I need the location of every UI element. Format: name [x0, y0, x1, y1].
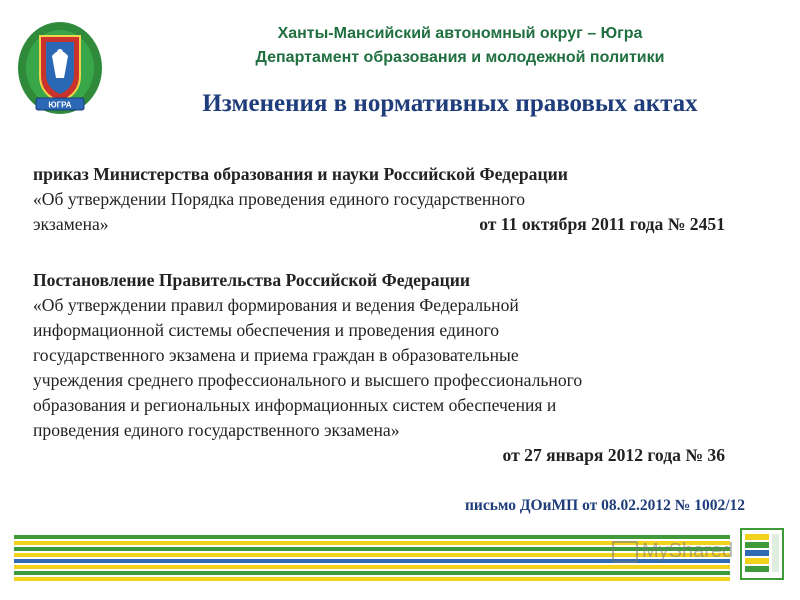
watermark: [612, 540, 733, 563]
crest-ribbon-text: ЮГРА: [48, 100, 72, 110]
document-order: [33, 162, 733, 237]
document-text-line: «Об утверждении Порядка проведения единого государственного: [33, 189, 526, 209]
slide-title: Изменения в нормативных правовых актах: [202, 90, 698, 117]
presentation-icon: [612, 541, 638, 563]
letter-reference: письмо ДОиМП от 08.02.2012 № 1002/12: [464, 497, 745, 514]
document-date: от 11 октября 2011 года № 2451: [479, 214, 725, 234]
watermark-text: MyShared: [642, 540, 734, 562]
education-logo-icon: [740, 528, 784, 580]
document-last-row: [33, 212, 733, 237]
organization-header: [170, 22, 750, 70]
document-date: от 27 января 2012 года № 36: [502, 445, 725, 465]
department-name: Департамент образования и молодежной политики: [255, 49, 665, 66]
document-text-line: образования и региональных информационных систем обеспечения и: [33, 395, 557, 415]
document-type: Постановление Правительства Российской Федерации: [33, 270, 470, 290]
document-text-line: государственного экзамена и приема граждан в образовательные: [33, 345, 519, 365]
document-text-line: проведения единого государственного экзамена»: [33, 420, 400, 440]
document-text-line: экзамена»: [33, 214, 109, 234]
region-name: Ханты-Мансийский автономный округ – Югра: [277, 25, 643, 42]
document-text-line: учреждения среднего профессионального и высшего профессионального: [33, 370, 583, 390]
document-text-line: информационной системы обеспечения и проведения единого: [33, 320, 500, 340]
document-resolution: [33, 268, 733, 468]
region-crest-logo: [14, 16, 106, 118]
document-type: приказ Министерства образования и науки Российской Федерации: [33, 164, 568, 184]
document-text-line: «Об утверждении правил формирования и ведения Федеральной: [33, 295, 519, 315]
